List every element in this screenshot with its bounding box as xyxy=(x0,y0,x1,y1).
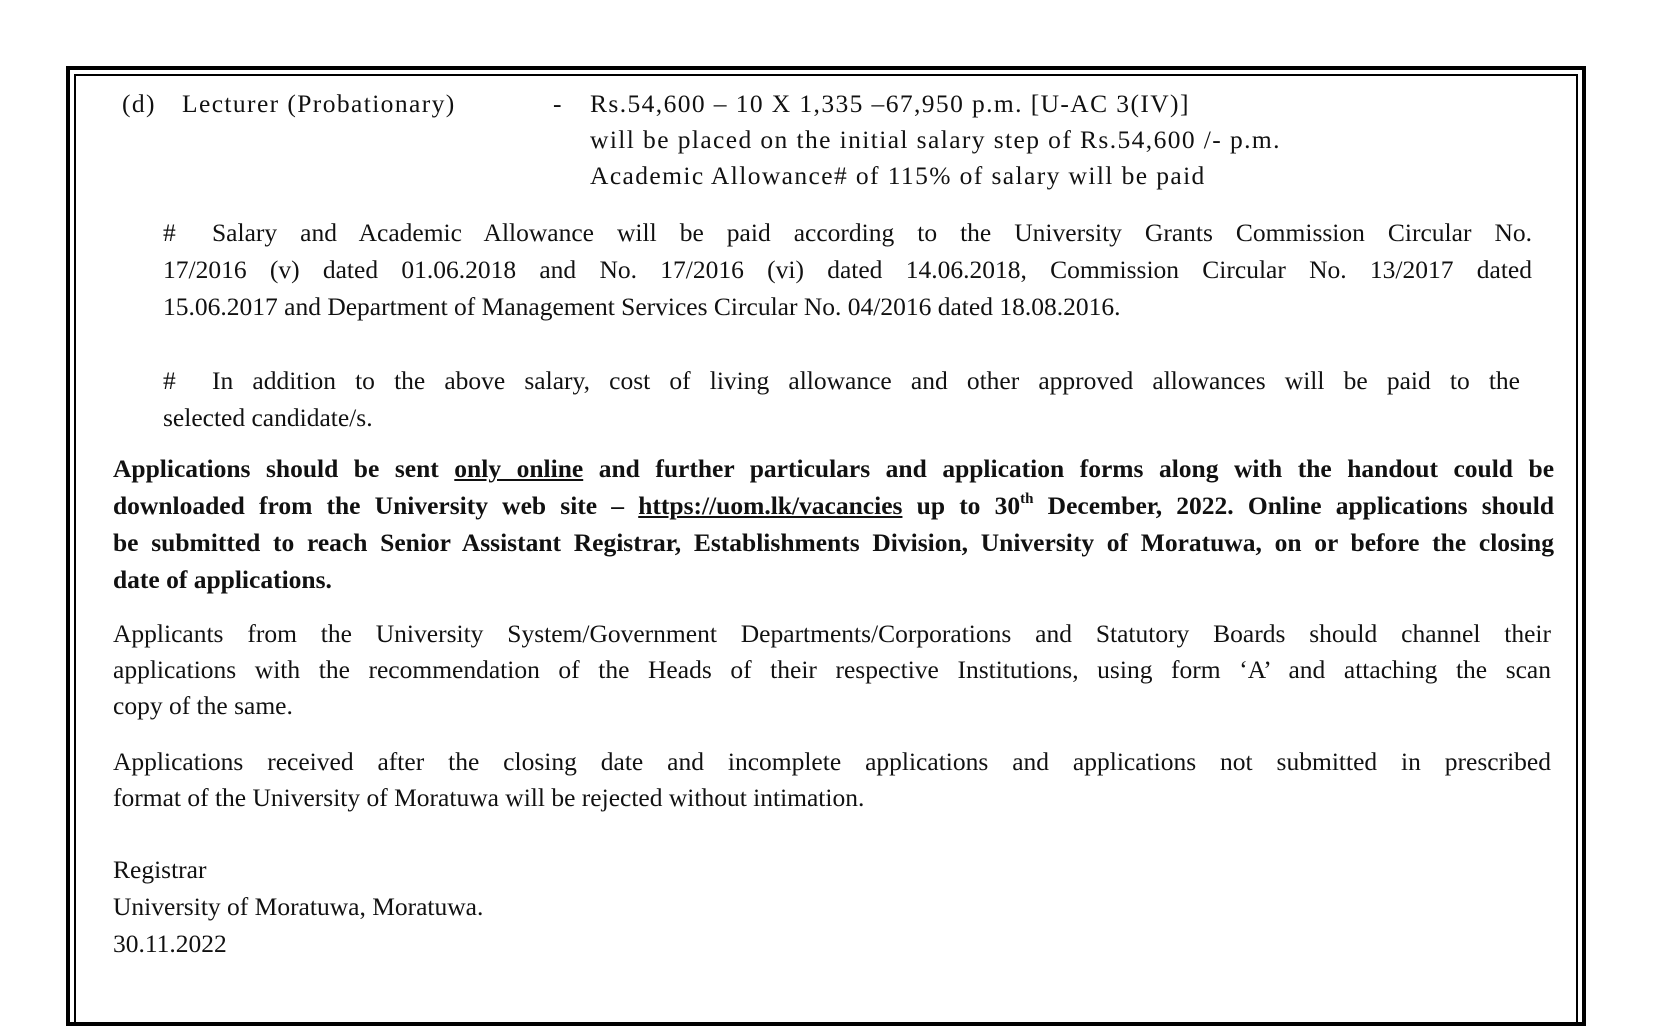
applications-line-1 xyxy=(113,453,1554,485)
note2-line-2: selected candidate/s. xyxy=(163,403,373,432)
signature-role: Registrar xyxy=(113,855,207,884)
note2-mark: # xyxy=(163,366,176,395)
applications-line-1-text: Applications should be sent xyxy=(113,454,439,483)
applications-line-2-rest: December, 2022. Online applications should xyxy=(1047,491,1555,520)
applications-line-2-text: downloaded from the University web site – xyxy=(113,491,625,520)
channel-line-1: Applicants from the University System/Government Departments/Corporations and Statutory Boards should channel their xyxy=(113,619,1551,648)
note1-mark: # xyxy=(163,218,176,247)
rejection-line-1: Applications received after the closing date and incomplete applications and applications not submitted in prescribed xyxy=(113,747,1551,776)
applications-line-1-rest: and further particulars and application forms along with the handout could be xyxy=(598,454,1555,483)
channel-line-3: copy of the same. xyxy=(113,691,293,720)
applications-line-2 xyxy=(113,490,1554,522)
signature-date: 30.11.2022 xyxy=(113,929,227,958)
post-title: Lecturer (Probationary) xyxy=(182,89,456,118)
rejection-line-2: format of the University of Moratuwa will be rejected without intimation. xyxy=(113,783,865,812)
post-label: (d) xyxy=(122,89,156,118)
signature-institution: University of Moratuwa, Moratuwa. xyxy=(113,892,484,921)
salary-line-1: Rs.54,600 – 10 X 1,335 –67,950 p.m. [U-AC 3(IV)] xyxy=(590,89,1190,118)
note1-line-1: Salary and Academic Allowance will be paid according to the University Grants Commission Circular No. xyxy=(212,218,1532,247)
ordinal-suffix: th xyxy=(1020,491,1034,507)
applications-line-3: be submitted to reach Senior Assistant Registrar, Establishments Division, University of Moratuwa, on or before the closing xyxy=(113,528,1554,557)
closing-date-prefix: up to 30 xyxy=(916,491,1021,520)
note2-line-1: In addition to the above salary, cost of living allowance and other approved allowances will be paid to the xyxy=(212,366,1520,395)
channel-line-2: applications with the recommendation of the Heads of their respective Institutions, using form ‘A’ and attaching the scan xyxy=(113,655,1551,684)
only-online-emphasis: only online xyxy=(454,454,584,483)
applications-line-4: date of applications. xyxy=(113,565,332,594)
post-dash: - xyxy=(553,89,562,118)
salary-line-3: Academic Allowance# of 115% of salary will be paid xyxy=(590,161,1206,190)
salary-line-2: will be placed on the initial salary step of Rs.54,600 /- p.m. xyxy=(590,125,1281,154)
note1-line-3: 15.06.2017 and Department of Management Services Circular No. 04/2016 dated 18.08.2016. xyxy=(163,292,1121,321)
note1-line-2: 17/2016 (v) dated 01.06.2018 and No. 17/2016 (vi) dated 14.06.2018, Commission Circular No. 13/2017 dated xyxy=(163,255,1532,284)
vacancies-link[interactable]: https://uom.lk/vacancies xyxy=(638,491,903,520)
